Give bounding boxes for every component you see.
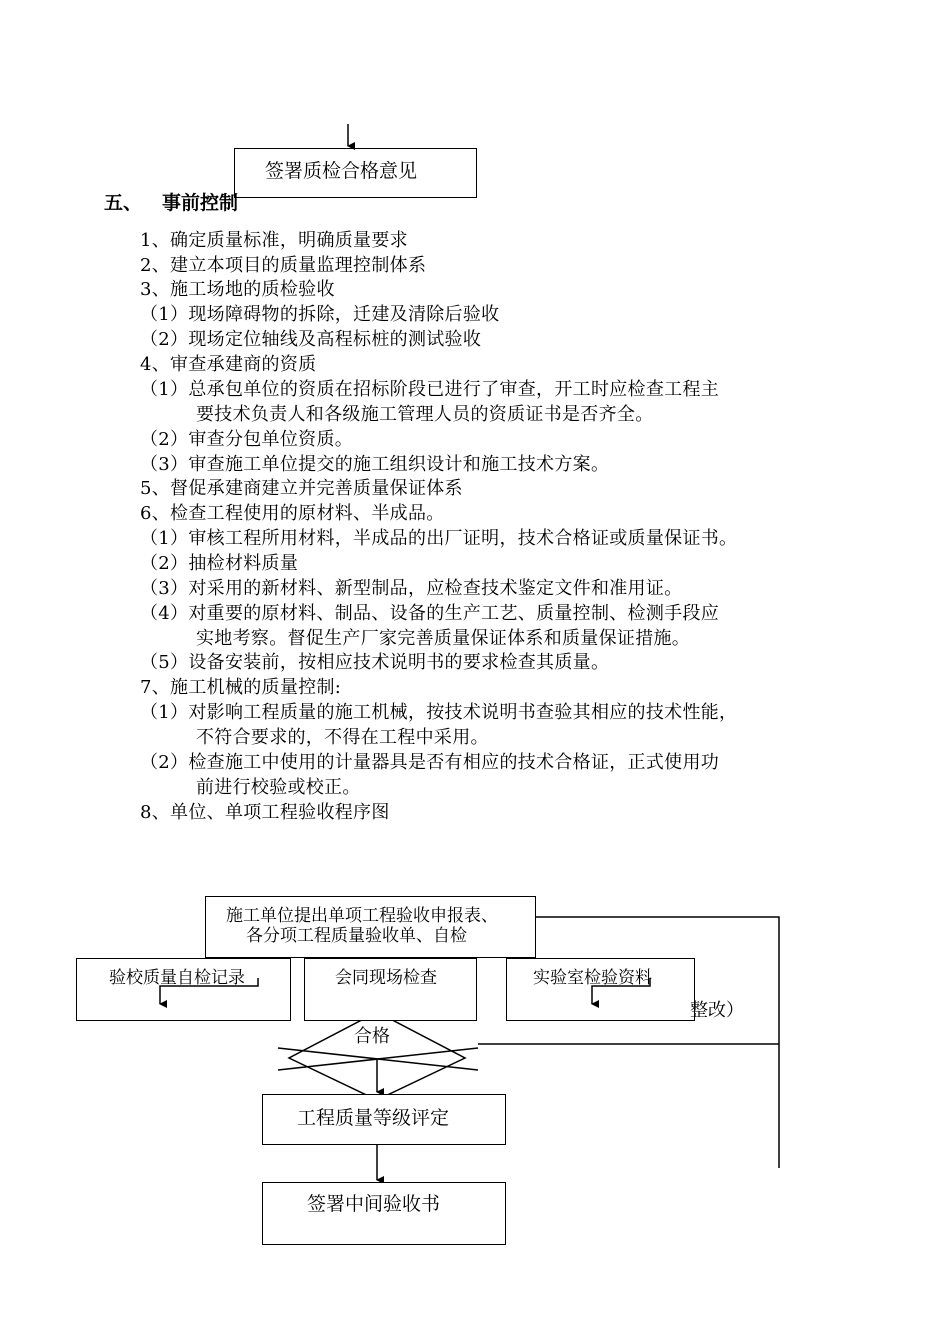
text-line: （2）检查施工中使用的计量器具是否有相应的技术合格证，正式使用功	[140, 752, 720, 773]
sign-certificate-label: 签署中间验收书	[307, 1193, 441, 1215]
text-line: 要技术负责人和各级施工管理人员的资质证书是否齐全。	[196, 404, 654, 425]
text-line: 4、审查承建商的资质	[140, 354, 317, 375]
joint-check-label: 会同现场检查	[335, 968, 437, 988]
text-line: （1）总承包单位的资质在招标阶段已进行了审查，开工时应检查工程主	[140, 379, 720, 400]
text-line: 不符合要求的，不得在工程中采用。	[196, 727, 489, 748]
text-line: 6、检查工程使用的原材料、半成品。	[140, 503, 445, 524]
text-line: 2、建立本项目的质量监理控制体系	[140, 255, 427, 276]
self-check-arrow	[160, 978, 258, 1004]
text-line: （4）对重要的原材料、制品、设备的生产工艺、质量控制、检测手段应	[140, 603, 720, 624]
text-line: 7、施工机械的质量控制:	[140, 677, 342, 698]
sign-certificate-box	[262, 1182, 506, 1245]
submit-line-2: 各分项工程质量验收单、自检	[246, 926, 467, 946]
section-title: 事前控制	[162, 192, 239, 214]
top-flow-box-label: 签署质检合格意见	[265, 160, 418, 182]
quality-grading-label: 工程质量等级评定	[297, 1107, 450, 1129]
text-line: （2）审查分包单位资质。	[140, 429, 354, 450]
text-line: 实地考察。督促生产厂家完善质量保证体系和质量保证措施。	[196, 628, 691, 649]
pass-label: 合格	[354, 1026, 390, 1047]
text-line: （3）对采用的新材料、新型制品，应检查技术鉴定文件和准用证。	[140, 578, 683, 599]
text-line: （1）对影响工程质量的施工机械，按技术说明书查验其相应的技术性能，	[140, 702, 738, 723]
text-line: 前进行校验或校正。	[196, 777, 361, 798]
quality-grading-box	[262, 1094, 506, 1145]
text-line: （1）审核工程所用材料，半成品的出厂证明，技术合格证或质量保证书。	[140, 528, 738, 549]
self-check-label: 验校质量自检记录	[109, 968, 245, 988]
submit-line-1: 施工单位提出单项工程验收申报表、	[226, 906, 498, 926]
lab-data-label: 实验室检验资料	[533, 968, 652, 988]
text-line: （5）设备安装前，按相应技术说明书的要求检查其质量。	[140, 652, 610, 673]
text-line: 3、施工场地的质检验收	[140, 279, 335, 300]
text-line: 5、督促承建商建立并完善质量保证体系	[140, 478, 463, 499]
text-line: 1、确定质量标准，明确质量要求	[140, 230, 408, 251]
text-line: （1）现场障碍物的拆除，迁建及清除后验收	[140, 304, 500, 325]
rectify-label: 整改）	[690, 1000, 744, 1021]
section-number: 五、	[104, 192, 143, 214]
lab-data-arrow	[592, 978, 650, 1004]
text-line: （2）现场定位轴线及高程标桩的测试验收	[140, 329, 482, 350]
text-line: （3）审查施工单位提交的施工组织设计和施工技术方案。	[140, 454, 610, 475]
text-line: 8、单位、单项工程验收程序图	[140, 802, 390, 823]
text-line: （2）抽检材料质量	[140, 553, 299, 574]
